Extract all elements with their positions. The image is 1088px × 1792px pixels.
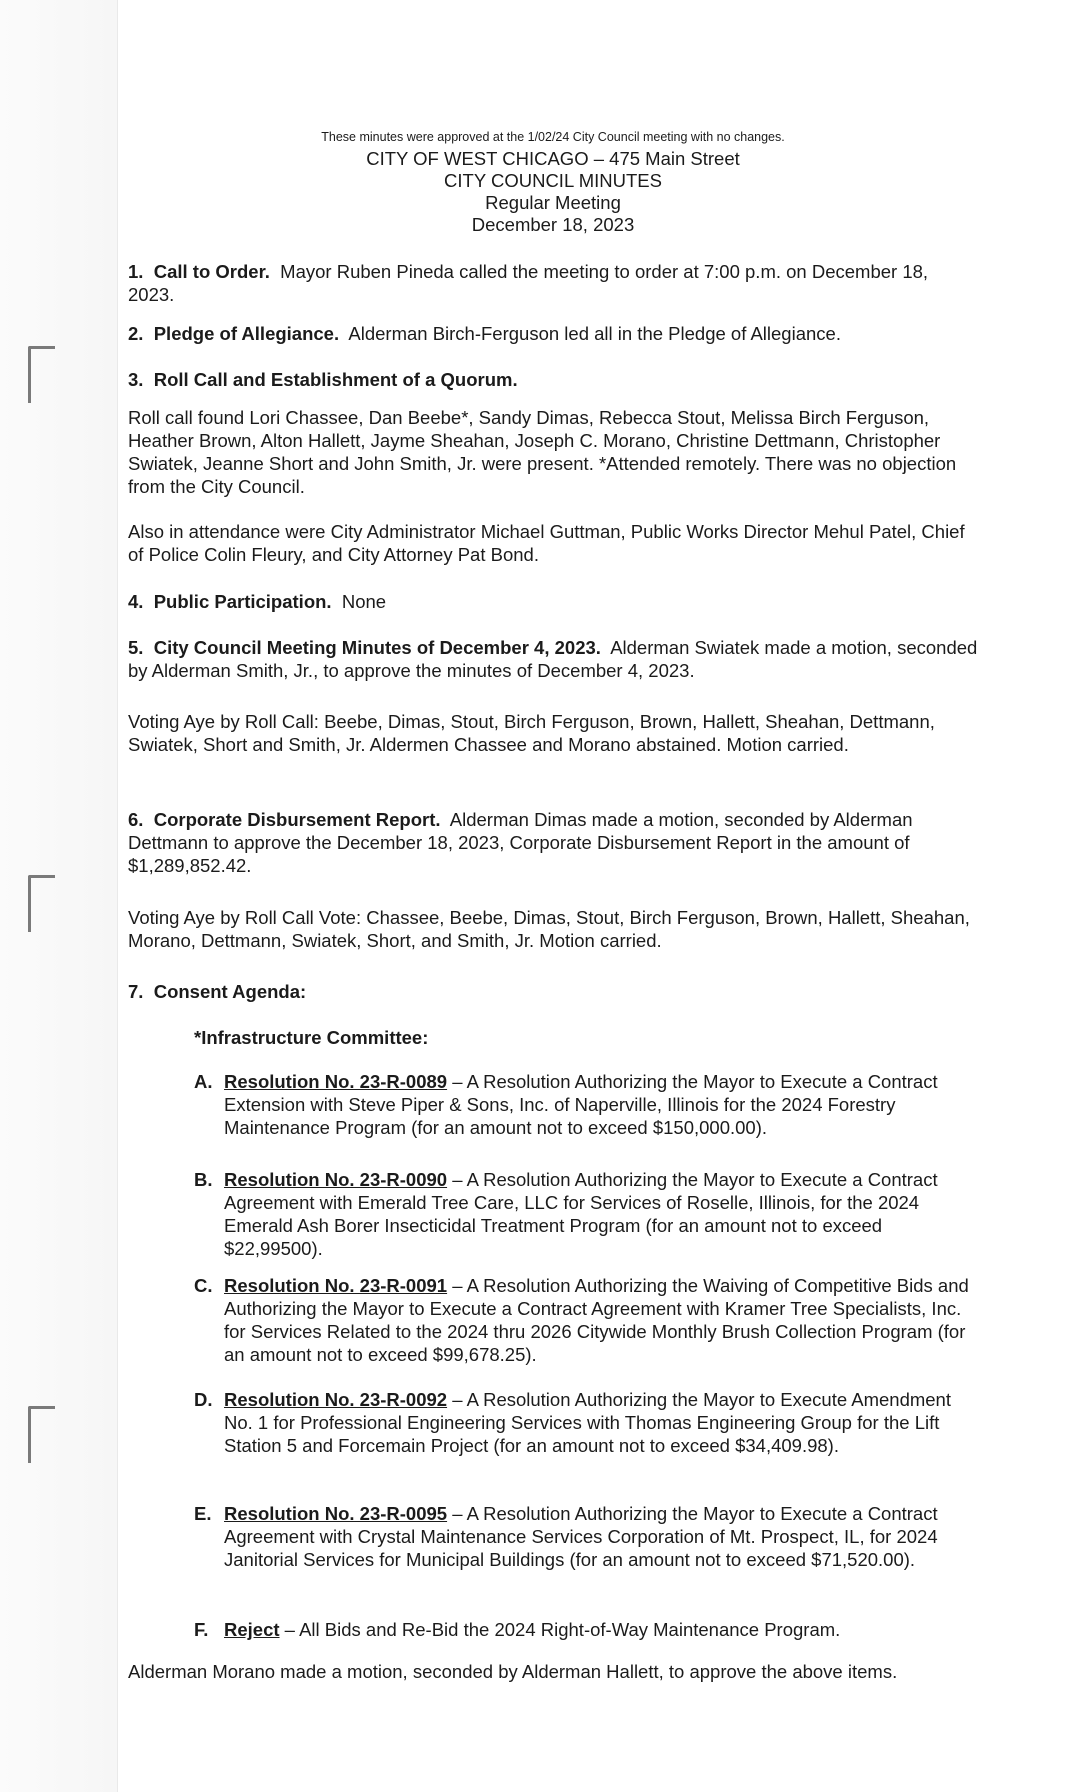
committee-heading: *Infrastructure Committee: [194, 1027, 429, 1048]
section-pledge: 2. Pledge of Allegiance. Alderman Birch-Ferguson led all in the Pledge of Allegiance. [128, 323, 841, 344]
section-disbursement-report: 6. Corporate Disbursement Report. Alderman Dimas made a motion, seconded by Alderman Dettmann to approve the December 18, 2023, Corporate Disbursement Report in the amount of $1,289,852.42. [128, 809, 913, 876]
section-heading: Public Participation. [153, 591, 332, 612]
section-heading: Pledge of Allegiance. [153, 323, 340, 344]
resolution-link[interactable]: Resolution No. 23-R-0091 [224, 1275, 448, 1296]
resolution-link[interactable]: Resolution No. 23-R-0092 [224, 1389, 448, 1410]
section-heading: Consent Agenda: [153, 981, 307, 1002]
resolution-link[interactable]: Resolution No. 23-R-0090 [224, 1169, 448, 1190]
minutes-vote: Voting Aye by Roll Call: Beebe, Dimas, Stout, Birch Ferguson, Brown, Hallett, Sheahan, Dettmann, Swiatek, Short and Smith, Jr. Aldermen Chassee and Morano abstained. Motion carried. [128, 711, 935, 755]
scan-margin [0, 0, 118, 1792]
section-text: Alderman Swiatek made a motion, seconded by Alderman Smith, Jr., to approve the minutes of December 4, 2023. [128, 637, 978, 681]
binder-mark [28, 1406, 55, 1463]
document-title: CITY COUNCIL MINUTES [444, 170, 662, 191]
resolution-link[interactable]: Resolution No. 23-R-0089 [224, 1071, 448, 1092]
approval-note: These minutes were approved at the 1/02/24 City Council meeting with no changes. [321, 130, 785, 144]
section-text: Alderman Birch-Ferguson led all in the Pledge of Allegiance. [348, 323, 841, 344]
consent-motion: Alderman Morano made a motion, seconded by Alderman Hallett, to approve the above items. [128, 1661, 898, 1682]
section-heading: Call to Order. [153, 261, 270, 282]
section-text: Alderman Dimas made a motion, seconded by Alderman Dettmann to approve the December 18, 2023, Corporate Disbursement Report in the amount of $1,289,852.42. [128, 809, 913, 876]
section-heading: Roll Call and Establishment of a Quorum. [153, 369, 518, 390]
staff-attendance: Also in attendance were City Administrator Michael Guttman, Public Works Director Mehul Patel, Chief of Police Colin Fleury, and City Attorney Pat Bond. [128, 521, 965, 565]
section-text: None [341, 591, 387, 612]
section-call-to-order: 1. Call to Order. Mayor Ruben Pineda called the meeting to order at 7:00 p.m. on December 18, 2023. [128, 261, 929, 305]
reject-link[interactable]: Reject [224, 1619, 280, 1640]
binder-mark [28, 346, 55, 403]
resolution-link[interactable]: Resolution No. 23-R-0095 [224, 1503, 448, 1524]
roll-call-attendance: Roll call found Lori Chassee, Dan Beebe*, Sandy Dimas, Rebecca Stout, Melissa Birch Ferguson, Heather Brown, Alton Hallett, Jayme Sheahan, Joseph C. Morano, Christine Dettmann, Christopher Swiatek, Jeanne Short and John Smith, Jr. were present. *Attended remotely. There was no objection from the City Council. [128, 407, 957, 497]
section-minutes-approval: 5. City Council Meeting Minutes of December 4, 2023. Alderman Swiatek made a motion, seconded by Alderman Smith, Jr., to approve the minutes of December 4, 2023. [128, 637, 978, 681]
section-heading: City Council Meeting Minutes of December 4, 2023. [153, 637, 601, 658]
scan-edge-line [117, 0, 118, 1792]
disbursement-vote: Voting Aye by Roll Call Vote: Chassee, Beebe, Dimas, Stout, Birch Ferguson, Brown, Hallett, Sheahan, Morano, Dettmann, Swiatek, Short, and Smith, Jr. Motion carried. [128, 907, 970, 951]
binder-mark [28, 875, 55, 932]
section-public-participation: 4. Public Participation. None [128, 591, 387, 612]
section-text: Mayor Ruben Pineda called the meeting to order at 7:00 p.m. on December 18, 2023. [128, 261, 929, 305]
meeting-type: Regular Meeting [485, 192, 621, 213]
section-consent-agenda: 7. Consent Agenda: [128, 981, 307, 1002]
city-address-line: CITY OF WEST CHICAGO – 475 Main Street [366, 148, 740, 169]
section-roll-call: 3. Roll Call and Establishment of a Quorum. [128, 369, 518, 390]
section-heading: Corporate Disbursement Report. [153, 809, 441, 830]
meeting-date: December 18, 2023 [471, 214, 635, 235]
